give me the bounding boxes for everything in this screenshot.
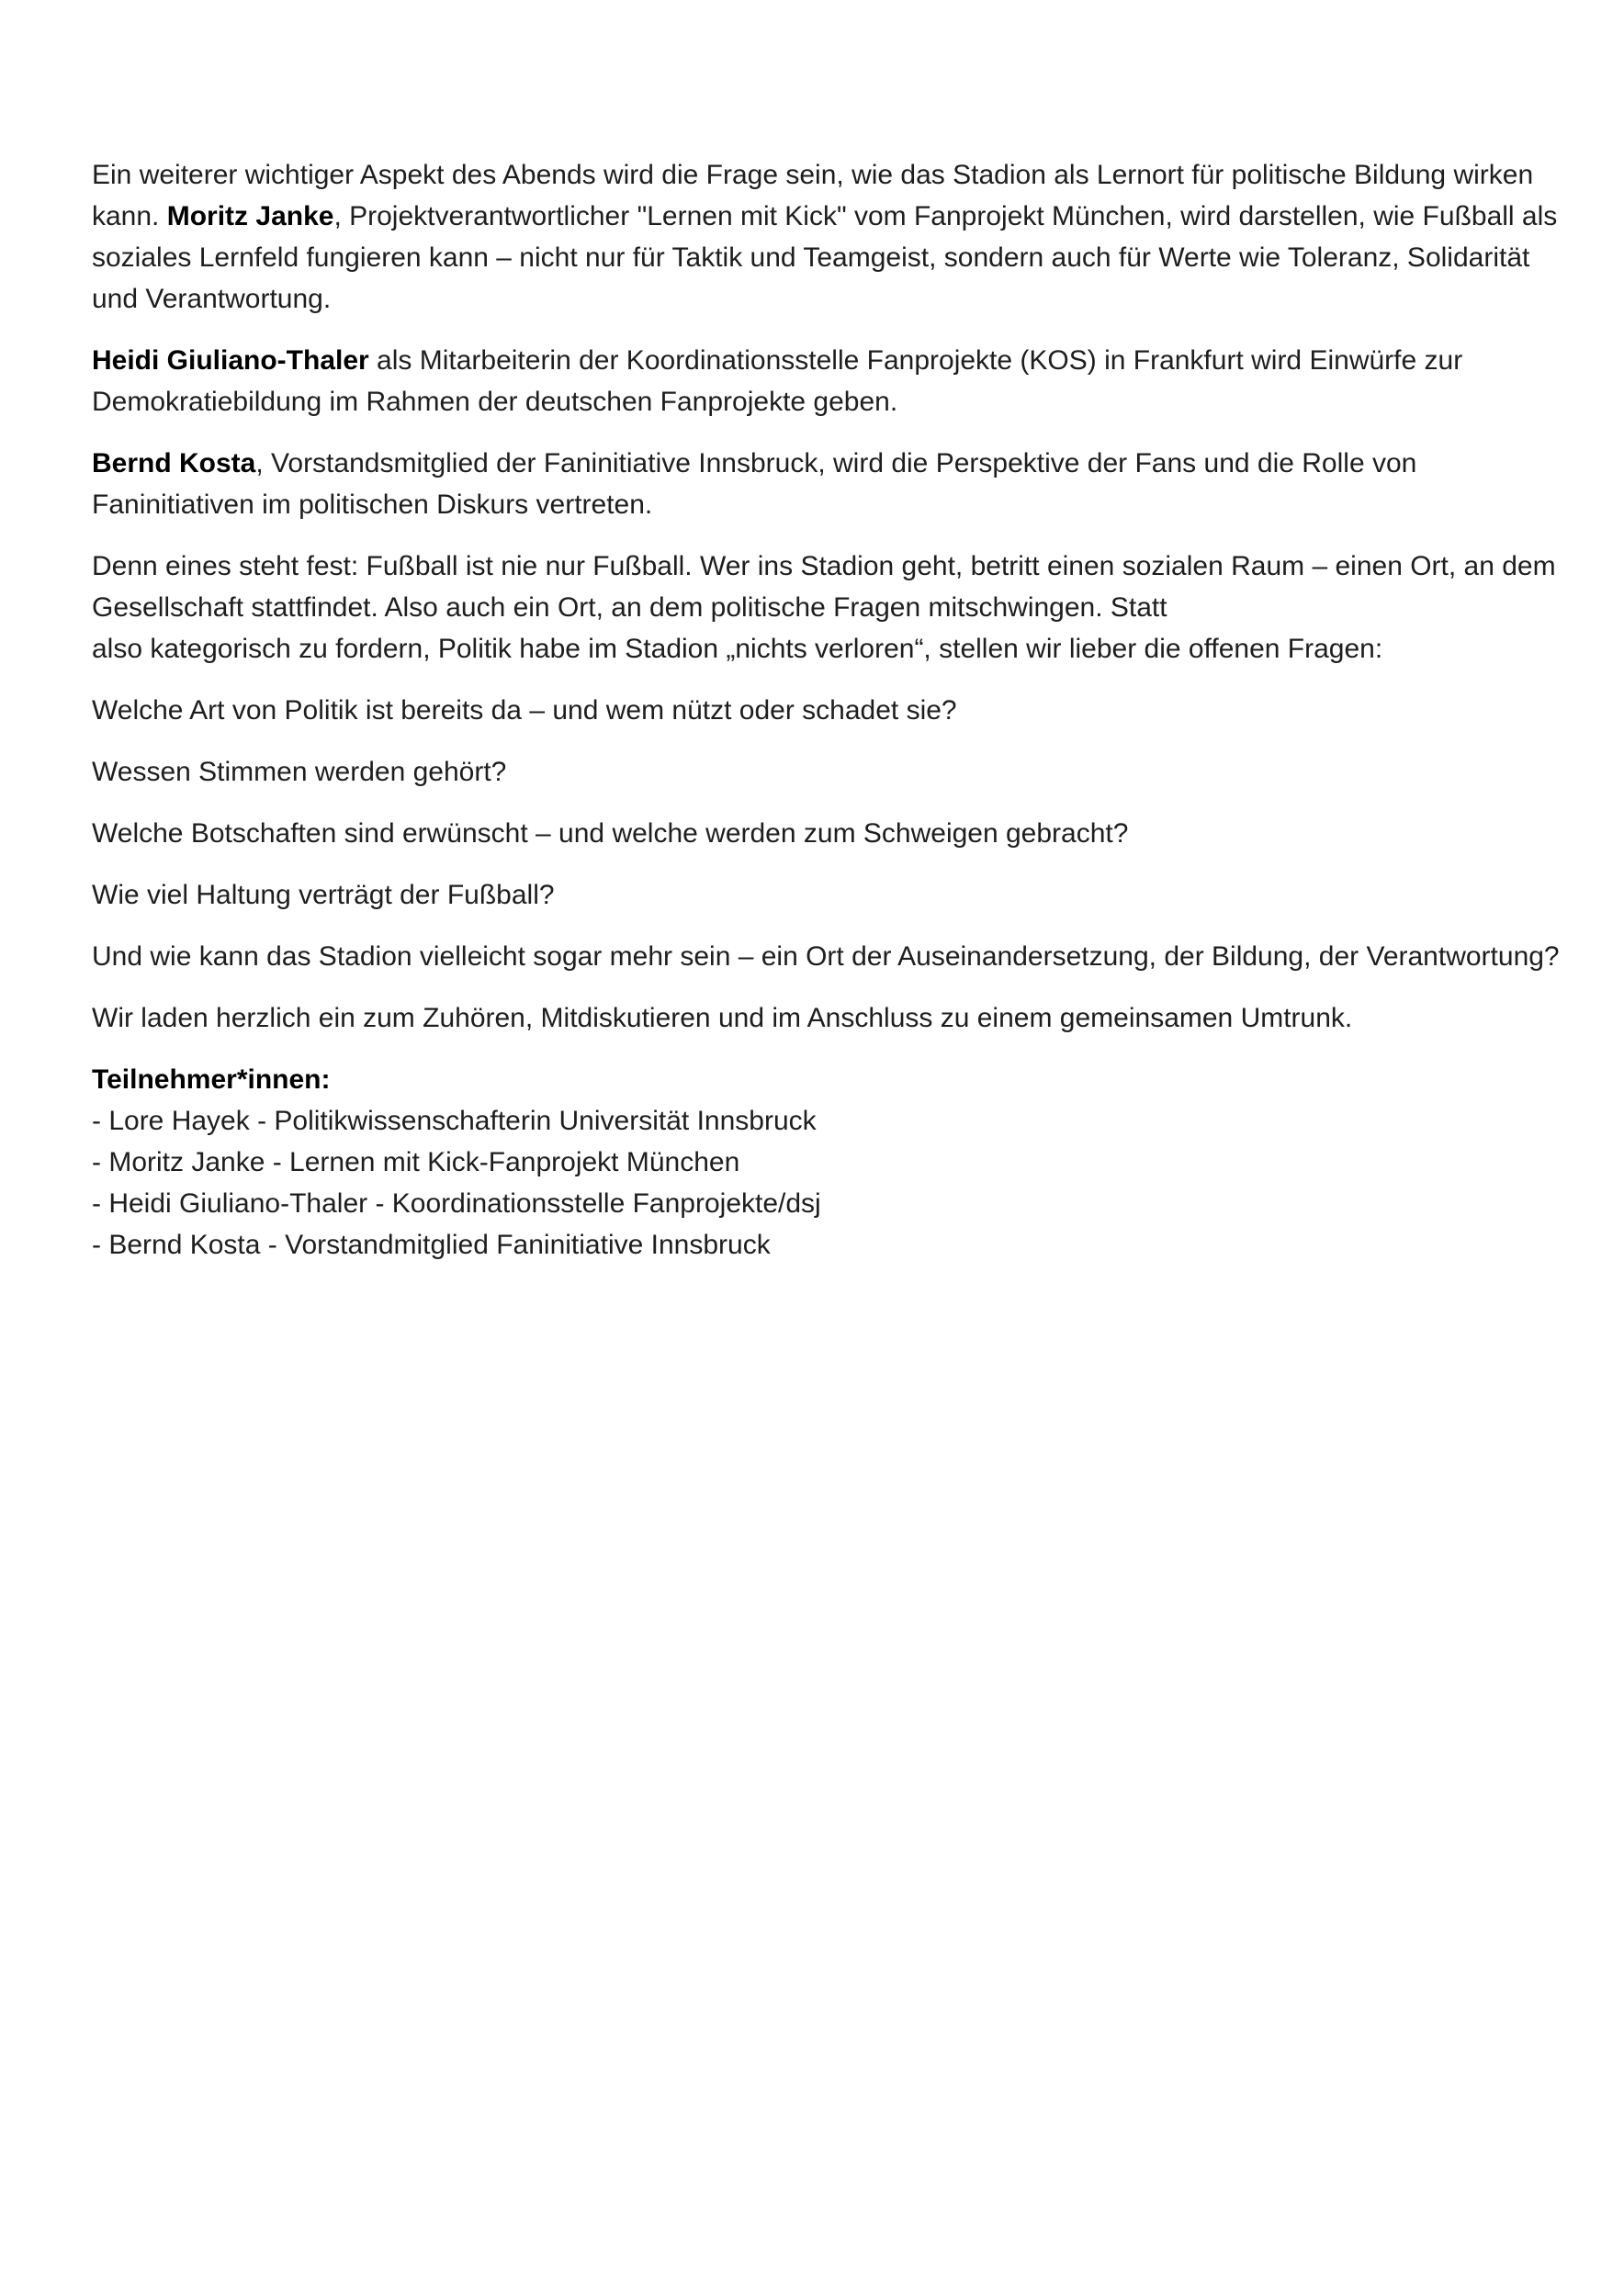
participants-list [92,1100,1562,1266]
speaker-name-bernd-kosta: Bernd Kosta [92,448,256,478]
paragraph-stadium-learning [92,154,1562,320]
question-politics-present: Welche Art von Politik ist bereits da – und wem nützt oder schadet sie? [92,695,957,726]
paragraph-text: Denn eines steht fest: Fußball ist nie nur Fußball. Wer ins Stadion geht, betritt einen sozialen Raum – einen Ort, an dem Gesellschaft stattfindet. Also auch ein Ort, an dem politische Fragen mitschwingen. Statt [92,551,1556,623]
paragraph-football-is-never-just-football [92,546,1562,670]
list-item: - Bernd Kosta - Vorstandmitglied Faninitiative Innsbruck [92,1230,771,1260]
question-which-messages: Welche Botschaften sind erwünscht – und welche werden zum Schweigen gebracht? [92,818,1129,849]
participants-section [92,1059,1562,1266]
list-item: - Lore Hayek - Politikwissenschafterin Universität Innsbruck [92,1106,817,1136]
paragraph-bernd-kosta [92,443,1562,525]
paragraph-text: , Vorstandsmitglied der Faninitiative Innsbruck, wird die Perspektive der Fans und die Rolle von Faninitiativen im politischen Diskurs vertreten. [92,448,1417,520]
list-item: - Moritz Janke - Lernen mit Kick-Fanprojekt München [92,1147,740,1177]
speaker-name-heidi-giuliano-thaler: Heidi Giuliano-Thaler [92,345,369,376]
paragraph-text: , Projektverantwortlicher "Lernen mit Kick" vom Fanprojekt München, wird darstellen, wie Fußball als soziales Lernfeld fungieren kann – nicht nur für Taktik und Teamgeist, sondern auch für Werte wie Toleranz, Solidarität und Verantwortung. [92,201,1558,314]
paragraph-invitation: Wir laden herzlich ein zum Zuhören, Mitdiskutieren und im Anschluss zu einem gemeinsamen Umtrunk. [92,1003,1353,1033]
question-whose-voices: Wessen Stimmen werden gehört? [92,757,507,787]
paragraph-text: Ein weiterer wichtiger Aspekt des Abends wird die Frage sein, wie das Stadion als Lernort für politische Bildung wirken kann. [92,160,1534,231]
question-how-much-stance: Wie viel Haltung verträgt der Fußball? [92,880,555,910]
paragraph-heidi-giuliano-thaler [92,340,1562,422]
paragraph-text: also kategorisch zu fordern, Politik habe im Stadion „nichts verloren“, stellen wir lieber die offenen Fragen: [92,634,1383,664]
list-item: - Heidi Giuliano-Thaler - Koordinationsstelle Fanprojekte/dsj [92,1188,821,1219]
question-stadium-more: Und wie kann das Stadion vielleicht sogar mehr sein – ein Ort der Auseinandersetzung, der Bildung, der Verantwortung? [92,941,1560,972]
participants-heading: Teilnehmer*innen: [92,1064,331,1095]
paragraph-text: als Mitarbeiterin der Koordinationsstelle Fanprojekte (KOS) in Frankfurt wird Einwürfe zur Demokratiebildung im Rahmen der deutschen Fanprojekte geben. [92,345,1463,417]
document-page [92,154,1562,1266]
speaker-name-moritz-janke: Moritz Janke [166,201,334,231]
